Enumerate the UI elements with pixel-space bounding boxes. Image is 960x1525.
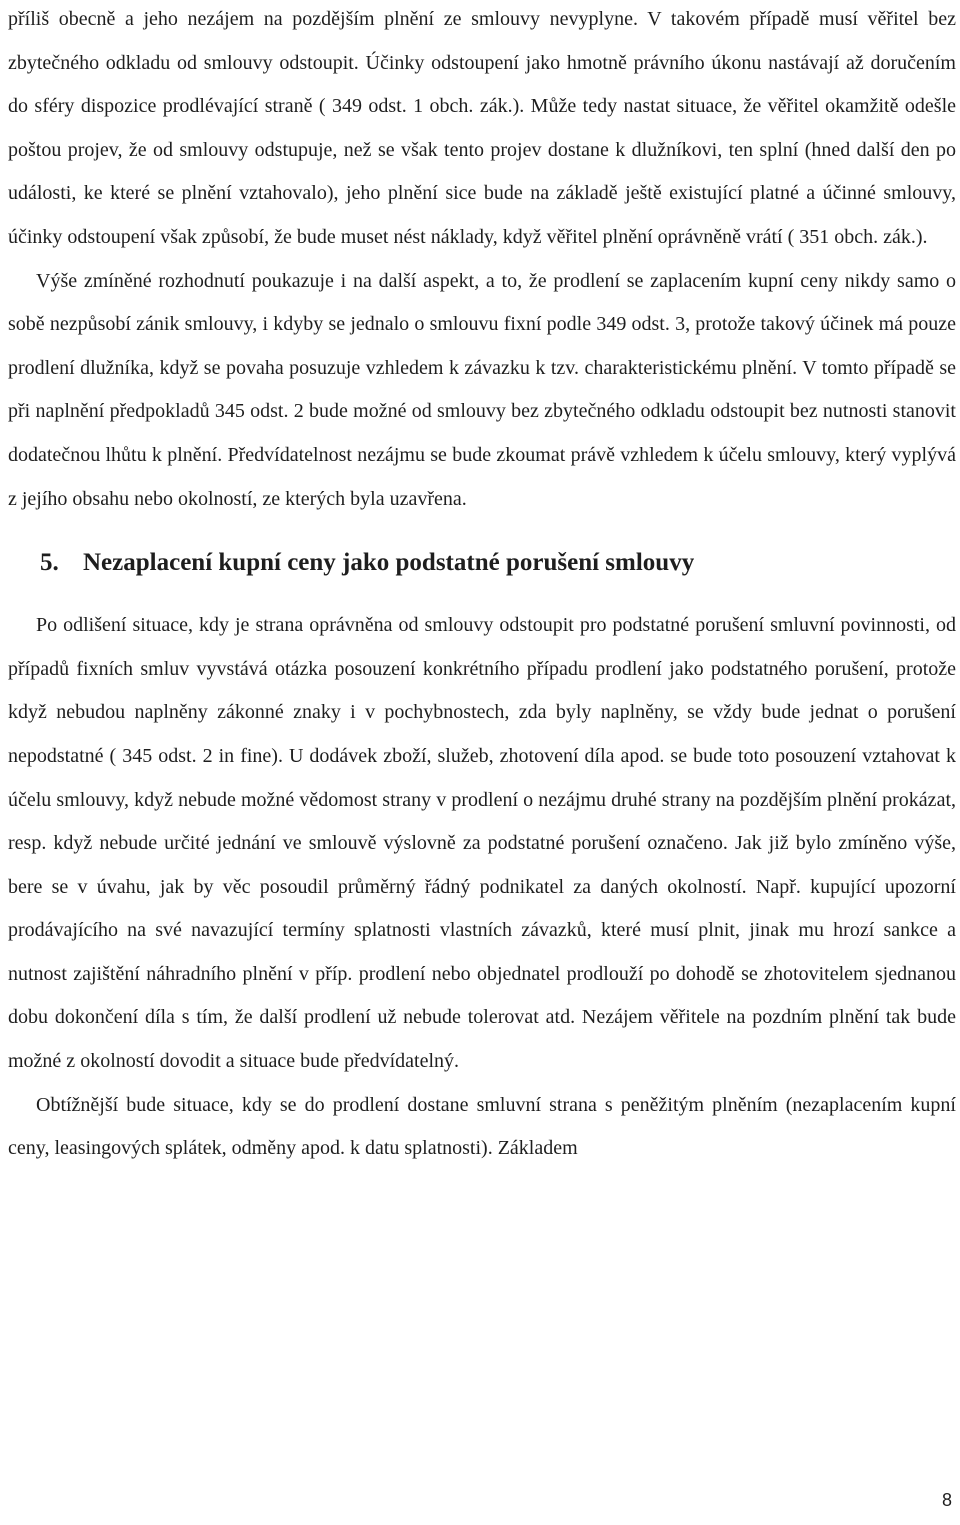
document-page [8,0,956,1171]
paragraph-text: Po odlišení situace, kdy je strana oprávněna od smlouvy odstoupit pro podstatné porušení smluvní povinnosti, od případů fixních smluv vyvstává otázka posouzení konkrétního případu prodlení jako podstatného porušení, protože když nebudou naplněny zákonné znaky i v pochybnostech, zda byly naplněny, se vždy bude jednat o porušení nepodstatné ( 345 odst. 2 in fine). U dodávek zboží, služeb, zhotovení díla apod. se bude toto posouzení vztahovat k účelu smlouvy, když nebude možné vědomost strany v prodlení o nezájmu druhé strany na pozdějším plnění prokázat, resp. když nebude určité jednání ve smlouvě výslovně za podstatné porušení označeno. Jak již bylo zmíněno výše, bere se v úvahu, jak by věc posoudil průměrný řádný podnikatel za daných okolností. Např. kupující upozorní prodávajícího na své navazující termíny splatnosti vlastních závazků, které musí plnit, jinak mu hrozí sankce a nutnost zajištění náhradního plnění v příp. prodlení nebo objednatel prodlouží po dohodě se zhotovitelem sjednanou dobu dokončení díla s tím, že další prodlení už nebude tolerovat atd. Nezájem věřitele na pozdním plnění tak bude možné z okolností dovodit a situace bude předvídatelný. [8,614,956,1073]
paragraph-text: Výše zmíněné rozhodnutí poukazuje i na další aspekt, a to, že prodlení se zaplacením kupní ceny nikdy samo o sobě nezpůsobí zánik smlouvy, i kdyby se jednalo o smlouvu fixní podle 349 odst. 3, protože takový účinek má pouze prodlení dlužníka, když se povaha posuzuje vzhledem k závazku k tzv. charakteristickému plnění. V tomto případě se při naplnění předpokladů 345 odst. 2 bude možné od smlouvy bez zbytečného odkladu odstoupit bez nutnosti stanovit dodatečnou lhůtu k plnění. Předvídatelnost nezájmu se bude zkoumat právě vzhledem k účelu smlouvy, který vyplývá z jejího obsahu nebo okolností, ze kterých byla uzavřena. [8,269,956,510]
section-number: 5. [40,549,59,577]
section-heading [8,546,956,580]
paragraph-text: Obtížnější bude situace, kdy se do prodlení dostane smluvní strana s peněžitým plněním (nezaplacením kupní ceny, leasingových splátek, odměny apod. k datu splatnosti). Základem [8,1093,956,1160]
section-title: Nezaplacení kupní ceny jako podstatné porušení smlouvy [83,549,695,577]
page-number: 8 [941,1490,952,1510]
paragraph-text: příliš obecně a jeho nezájem na pozdějším plnění ze smlouvy nevyplyne. V takovém případě musí věřitel bez zbytečného odkladu od smlouvy odstoupit. Účinky odstoupení jako hmotně právního úkonu nastávají až doručením do sféry dispozice prodlévající straně ( 349 odst. 1 obch. zák.). Může tedy nastat situace, že věřitel okamžitě odešle poštou projev, že od smlouvy odstupuje, než se však tento projev dostane k dlužníkovi, ten splní (hned další den po události, ke které se plnění vztahovalo), jeho plnění sice bude na základě ještě existující platné a účinné smlouvy, účinky odstoupení však způsobí, že bude muset nést náklady, když věřitel plnění oprávněně vrátí ( 351 obch. zák.). [8,8,956,248]
